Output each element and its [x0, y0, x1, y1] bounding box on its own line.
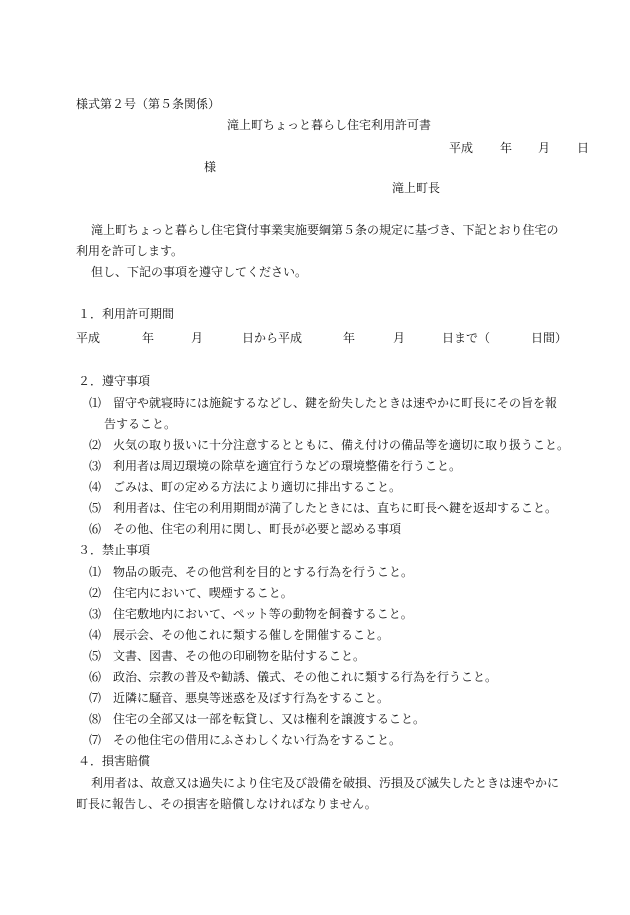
rule-item-text: 留守や就寝時には施錠するなどし、鍵を紛失したときは速やかに町長にその旨を報 [113, 396, 558, 410]
prohibited-item-text: その他住宅の借用にふさわしくない行為をすること。 [113, 733, 402, 747]
prohibited-item-text: 住宅内において、喫煙すること。 [113, 586, 293, 600]
period-month: 月 [191, 331, 204, 345]
date-month: 月 [538, 141, 551, 155]
prohibited-item-text: 住宅敷地内において、ペット等の動物を飼養すること。 [113, 607, 413, 621]
form-label: 様式第２号（第５条関係） [76, 97, 221, 111]
rule-item-text: 利用者は周辺環境の除草を適宜行うなどの環境整備を行うこと。 [113, 459, 462, 473]
prohibited-item-text: 政治、宗教の普及や勧誘、儀式、その他これに類する行為を行うこと。 [113, 670, 498, 684]
period-until: 日まで（ [442, 331, 491, 345]
item-number: ⑷ [89, 480, 102, 494]
prohibited-item-text: 展示会、その他これに類する催しを開催すること。 [113, 628, 390, 642]
section-heading: ４．損害賠償 [78, 754, 151, 768]
damages-text: 利用者は、故意又は過失により住宅及び設備を破損、汚損及び滅失したときは速やかに [91, 776, 560, 790]
document-title: 滝上町ちょっと暮らし住宅利用許可書 [227, 118, 432, 132]
item-number: ⑹ [89, 670, 102, 684]
period-year: 年 [343, 331, 356, 345]
section-heading: ２．遵守事項 [78, 374, 151, 388]
intro-line: 滝上町ちょっと暮らし住宅貸付事業実施要綱第５条の規定に基づき、下記とおり住宅の [91, 223, 559, 237]
item-number: ⑶ [89, 459, 102, 473]
date-year: 年 [500, 141, 513, 155]
item-number: ⑵ [89, 586, 102, 600]
item-number: ⑹ [89, 522, 102, 536]
item-number: ⑵ [89, 438, 102, 452]
period-days: 日間） [531, 331, 568, 345]
item-number: ⑺ [89, 691, 102, 705]
item-number: ⑻ [89, 712, 102, 726]
rule-item-text: 利用者は、住宅の利用期間が満了したときには、直ちに町長へ鍵を返却すること。 [113, 501, 558, 515]
item-number: ⑷ [89, 628, 102, 642]
intro-line: 利用を許可します。 [76, 244, 184, 258]
prohibited-item-text: 物品の販売、その他営利を目的とする行為を行うこと。 [113, 565, 414, 579]
date-era: 平成 [449, 141, 474, 155]
period-month: 月 [393, 331, 406, 345]
section-heading: １．利用許可期間 [78, 307, 175, 321]
damages-text: 町長に報告し、その損害を賠償しなければなりません。 [76, 797, 377, 811]
addressee-suffix: 様 [204, 160, 217, 174]
section-heading: ３．禁止事項 [78, 543, 151, 557]
rule-item-text: 告すること。 [104, 417, 177, 431]
rule-item-text: 火気の取り扱いに十分注意するとともに、備え付けの備品等を適切に取り扱うこと。 [113, 438, 570, 452]
item-number: ⑴ [89, 565, 102, 579]
item-number: ⑺ [89, 733, 102, 747]
rule-item-text: その他、住宅の利用に関し、町長が必要と認める事項 [113, 522, 402, 536]
item-number: ⑶ [89, 607, 102, 621]
issuer: 滝上町長 [392, 181, 441, 195]
rule-item-text: ごみは、町の定める方法により適切に排出すること。 [113, 480, 402, 494]
period-era: 平成 [76, 331, 101, 345]
prohibited-item-text: 文書、図書、その他の印刷物を貼付すること。 [113, 649, 366, 663]
intro-notice: 但し、下記の事項を遵守してください。 [91, 265, 308, 279]
prohibited-item-text: 近隣に騒音、悪臭等迷惑を及ぼす行為をすること。 [113, 691, 390, 705]
prohibited-item-text: 住宅の全部又は一部を転貸し、又は権利を譲渡すること。 [113, 712, 426, 726]
item-number: ⑸ [89, 501, 102, 515]
item-number: ⑴ [89, 396, 102, 410]
date-day: 日 [577, 141, 590, 155]
item-number: ⑸ [89, 649, 102, 663]
period-year: 年 [142, 331, 155, 345]
period-from: 日から平成 [242, 331, 303, 345]
